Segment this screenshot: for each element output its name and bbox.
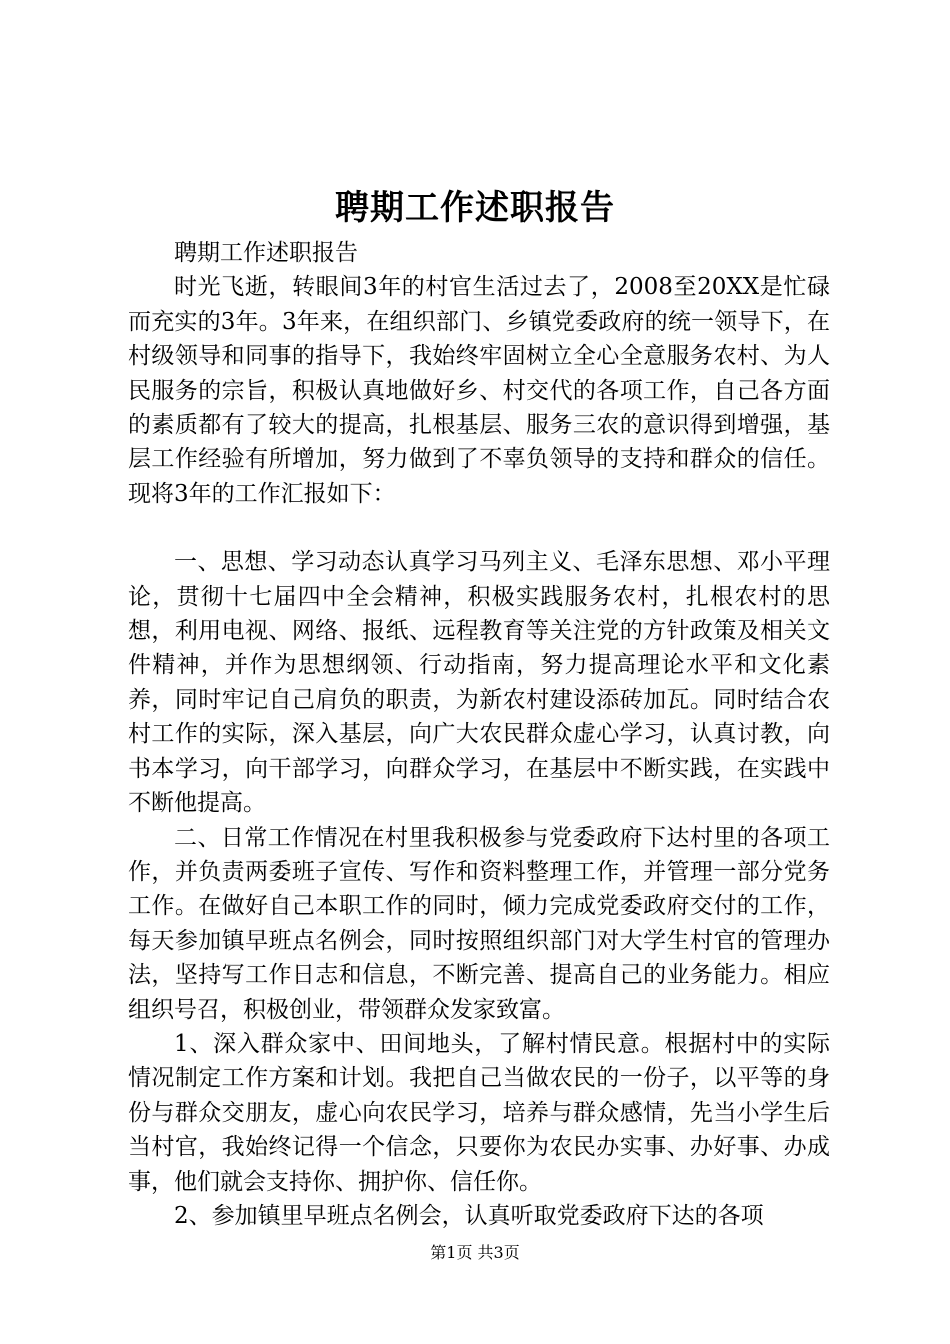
paragraph-item-two: 2、参加镇里早班点名例会，认真听取党委政府下达的各项 [174,1202,764,1229]
paragraph-spacer [128,511,830,545]
page-title: 聘期工作述职报告 [335,188,615,228]
paragraph-section-one: 一、思想、学习动态认真学习马列主义、毛泽东思想、邓小平理论，贯彻十七届四中全会精神，积极实践服务农村，扎根农村的思想，利用电视、网络、报纸、远程教育等关注党的方针政策及相关文件精神，并作为思想纲领、行动指南，努力提高理论水平和文化素养，同时牢记自己肩负的职责，为新农村建设添砖加瓦。同时结合农村工作的实际，深入基层，向广大农民群众虚心学习，认真讨教，向书本学习，向干部学习，向群众学习，在基层中不断实践，在实践中不断他提高。 [128,549,830,817]
paragraph-item-one: 1、深入群众家中、田间地头，了解村情民意。根据村中的实际情况制定工作方案和计划。我把自己当做农民的一份子，以平等的身份与群众交朋友，虚心向农民学习，培养与群众感情，先当小学生后当村官，我始终记得一个信念，只要你为农民办实事、办好事、办成事，他们就会支持你、拥护你、信任你。 [128,1030,830,1195]
paragraph-section-two: 二、日常工作情况在村里我积极参与党委政府下达村里的各项工作，并负责两委班子宣传、写作和资料整理工作，并管理一部分党务工作。在做好自己本职工作的同时，倾力完成党委政府交付的工作，每天参加镇早班点名例会，同时按照组织部门对大学生村官的管理办法，坚持写工作日志和信息，不断完善、提高自己的业务能力。相应组织号召，积极创业，带领群众发家致富。 [128,824,830,1023]
document-body [128,236,830,1233]
paragraph-subtitle: 聘期工作述职报告 [174,240,358,266]
page-footer: 第1页 共3页 [430,1243,520,1262]
paragraph-intro: 时光飞逝，转眼间3年的村官生活过去了，2008至20XX是忙碌而充实的3年。3年来，在组织部门、乡镇党委政府的统一领导下，在村级领导和同事的指导下，我始终牢固树立全心全意服务农村、为人民服务的宗旨，积极认真地做好乡、村交代的各项工作，自己各方面的素质都有了较大的提高，扎根基层、服务三农的意识得到增强，基层工作经验有所增加，努力做到了不辜负领导的支持和群众的信任。现将3年的工作汇报如下： [128,274,830,507]
